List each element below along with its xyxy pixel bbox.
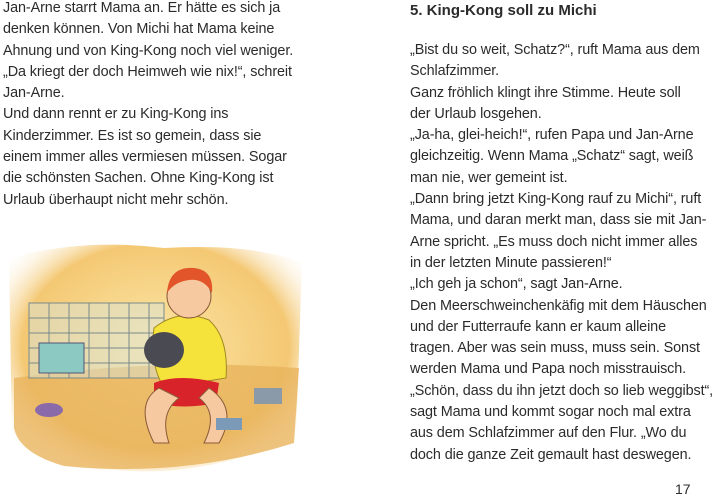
text-line: Ganz fröhlich klingt ihre Stimme. Heute soll xyxy=(410,84,681,101)
toy-car-purple xyxy=(35,403,63,417)
text-line: „Bist du so weit, Schatz?“, ruft Mama aus dem xyxy=(410,42,700,58)
toy-truck-blue xyxy=(216,418,242,430)
text-line: „Da kriegt der doch Heimweh wie nix!“, schreit xyxy=(3,63,292,80)
cage-house xyxy=(39,343,84,373)
text-line: die schönsten Sachen. Ohne King-Kong ist xyxy=(3,170,274,187)
text-line: Und dann rennt er zu King-Kong ins xyxy=(3,106,229,123)
toy-block-grey xyxy=(254,388,282,404)
illustration-boy-with-guinea-pig xyxy=(4,238,304,483)
text-line: Schlafzimmer. xyxy=(410,63,500,80)
text-line: einem immer alles vermiesen müssen. Sogar xyxy=(3,149,287,166)
text-line: der Urlaub losgehen. xyxy=(410,105,542,122)
text-line: man nie, wer gemeint ist. xyxy=(410,169,568,186)
text-line: gleichzeitig. Wenn Mama „Schatz“ sagt, weiß xyxy=(410,148,694,165)
text-line: „Schön, dass du ihn jetzt doch so lieb weggibst“, xyxy=(410,382,714,399)
text-line: Arne spricht. „Es muss doch nicht immer alles xyxy=(410,233,698,250)
right-text-column xyxy=(410,40,713,466)
text-line: Den Meerschweinchenkäfig mit dem Häuschen xyxy=(410,297,707,314)
text-line: und der Futterraufe kann er kaum alleine xyxy=(410,318,666,335)
guinea-pig-icon xyxy=(144,332,184,368)
text-line: doch die ganze Zeit gemault hast deswegen. xyxy=(410,446,692,463)
text-line: Ahnung und von King-Kong noch viel weniger. xyxy=(3,42,294,59)
chapter-title: 5. King-Kong soll zu Michi xyxy=(410,2,597,19)
text-line: „Ja-ha, glei-heich!“, rufen Papa und Jan-Arne xyxy=(410,127,694,144)
text-line: „Dann bring jetzt King-Kong rauf zu Michi“, ruft xyxy=(410,191,702,208)
text-line: Mama, und daran merkt man, dass sie mit Jan- xyxy=(410,212,707,229)
text-line: aus dem Schlafzimmer auf den Flur. „Wo du xyxy=(410,425,687,442)
text-line: denken können. Von Michi hat Mama keine xyxy=(3,21,275,38)
text-line: Jan-Arne. xyxy=(3,85,65,102)
text-line: Jan-Arne starrt Mama an. Er hätte es sich ja xyxy=(3,0,281,16)
text-line: tragen. Aber was sein muss, muss sein. Sonst xyxy=(410,340,700,357)
page-number: 17 xyxy=(675,481,691,497)
text-line: Urlaub überhaupt nicht mehr schön. xyxy=(3,191,229,208)
text-line: sagt Mama und kommt sogar noch mal extra xyxy=(410,404,691,421)
text-line: werden Mama und Papa noch misstrauisch. xyxy=(410,361,687,378)
text-line: „Ich geh ja schon“, sagt Jan-Arne. xyxy=(410,276,623,293)
text-line: Kinderzimmer. Es ist so gemein, dass sie xyxy=(3,127,262,144)
text-line: in der letzten Minute passieren!“ xyxy=(410,254,612,271)
left-text-column xyxy=(3,0,293,211)
